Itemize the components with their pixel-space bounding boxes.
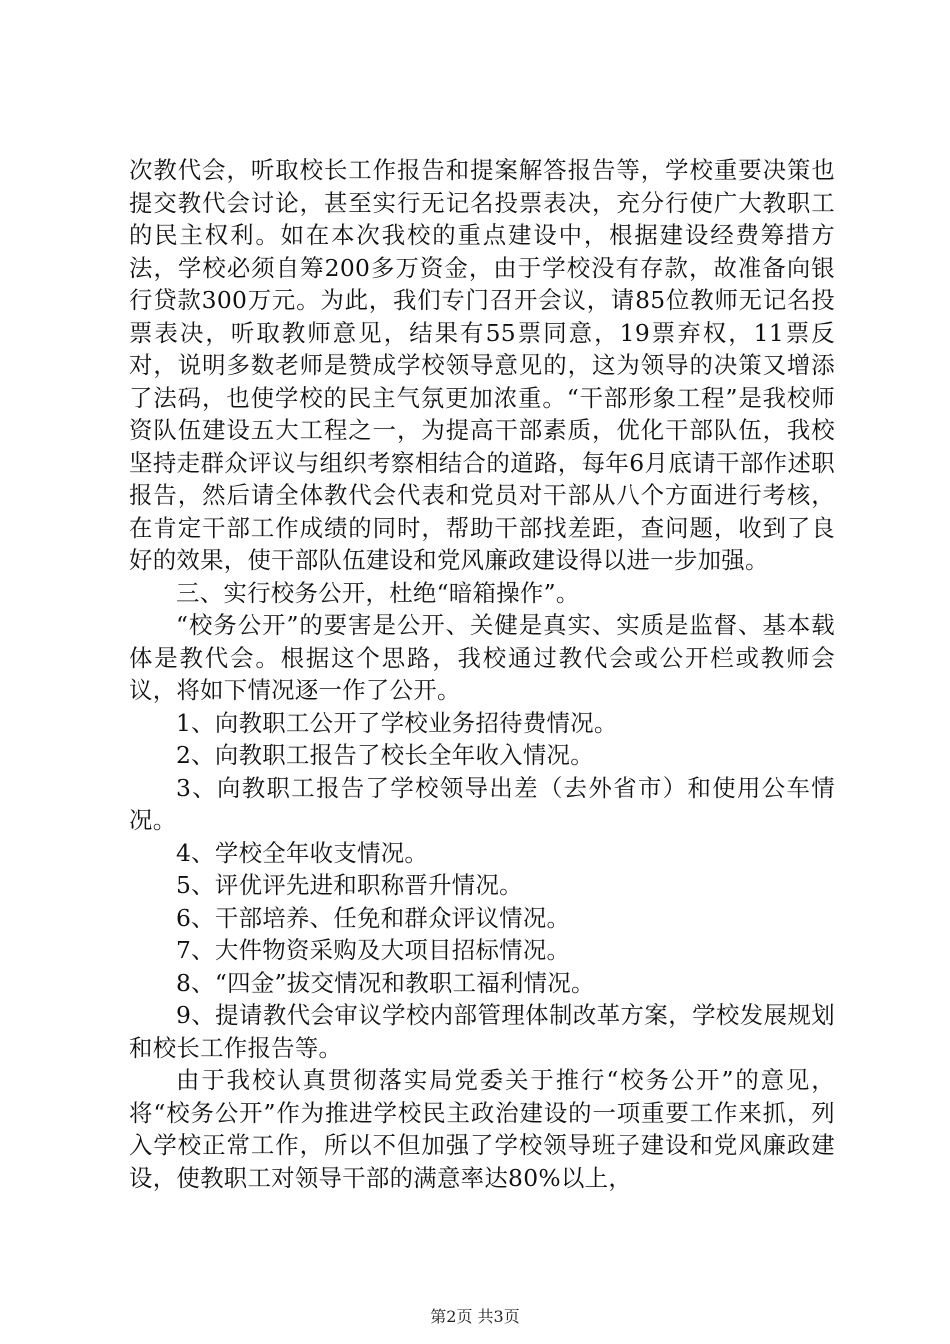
document-body — [129, 154, 835, 1194]
list-item: 3、向教职工报告了学校领导出差（去外省市）和使用公车情况。 — [129, 773, 835, 834]
list-item: 5、评优评先进和职称晋升情况。 — [176, 871, 523, 899]
list-item: 9、提请教代会审议学校内部管理体制改革方案，学校发展规划和校长工作报告等。 — [129, 1001, 835, 1062]
paragraph-conclusion: 由于我校认真贯彻落实局党委关于推行“校务公开”的意见，将“校务公开”作为推进学校民主政治建设的一项重要工作来抓，列入学校正常工作，所以不但加强了学校领导班子建设和党风廉政建设，使教职工对领导干部的满意率达80%以上， — [129, 1066, 835, 1192]
list-item: 8、“四金”拔交情况和教职工福利情况。 — [176, 968, 595, 997]
list-item: 4、学校全年收支情况。 — [176, 838, 429, 867]
page-footer: 第2页 共3页 — [430, 1307, 520, 1326]
paragraph-intro: “校务公开”的要害是公开、关健是真实、实质是监督、基本载体是教代会。根据这个思路，我校通过教代会或公开栏或教师会议，将如下情况逐一作了公开。 — [129, 611, 835, 704]
list-item: 7、大件物资采购及大项目招标情况。 — [176, 936, 571, 964]
paragraph-continuation: 次教代会，听取校长工作报告和提案解答报告等，学校重要决策也提交教代会讨论，甚至实行无记名投票表决，充分行使广大教职工的民主权利。如在本次我校的重点建设中，根据建设经费筹措方法，学校必须自筹200多万资金，由于学校没有存款，故准备向银行贷款300万元。为此，我们专门召开会议，请85位教师无记名投票表决，听取教师意见，结果有55票同意，19票弃权，11票反对，说明多数老师是赞成学校领导意见的，这为领导的决策又增添了法码，也使学校的民主气氛更加浓重。“干部形象工程”是我校师资队伍建设五大工程之一，为提高干部素质，优化干部队伍，我校坚持走群众评议与组织考察相结合的道路，每年6月底请干部作述职报告，然后请全体教代会代表和党员对干部从八个方面进行考核，在肯定干部工作成绩的同时，帮助干部找差距，查问题，收到了良好的效果，使干部队伍建设和党风廉政建设得以进一步加强。 — [129, 156, 835, 574]
list-item: 2、向教职工报告了校长全年收入情况。 — [176, 741, 594, 769]
section-heading-3: 三、实行校务公开，杜绝“暗箱操作”。 — [176, 578, 580, 607]
list-item: 6、干部培养、任免和群众评议情况。 — [176, 903, 571, 932]
list-item: 1、向教职工公开了学校业务招待费情况。 — [176, 708, 618, 737]
